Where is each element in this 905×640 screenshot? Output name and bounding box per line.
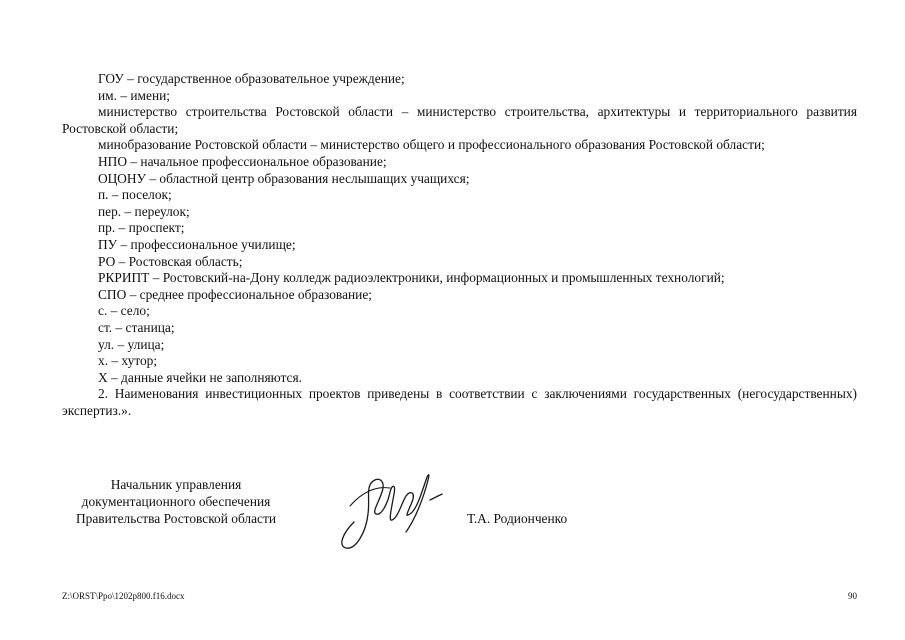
abbreviation-pu: ПУ – профессиональное училище; [98,236,296,252]
handwritten-signature [332,462,452,552]
abbreviation-pr: пр. – проспект; [98,220,185,236]
signatory-title [62,476,290,527]
abbreviation-ro: РО – Ростовская область; [98,253,243,269]
abbreviation-ul: ул. – улица; [98,336,165,352]
abbreviation-x-empty: Х – данные ячейки не заполняются. [98,369,302,385]
signatory-title-line-2: документационного обеспечения [81,494,271,509]
abbreviations-list [62,71,857,419]
abbreviation-st: ст. – станица; [98,319,175,335]
abbreviation-gou: ГОУ – государственное образовательное учреждение; [98,71,405,86]
signatory-title-line-3: Правительства Ростовской области [75,511,277,526]
abbreviation-rkript: РКРИПТ – Ростовский-на-Дону колледж радиоэлектроники, информационных и промышленных технологий; [98,270,725,286]
signatory-title-line-1: Начальник управления [110,477,242,492]
abbreviation-spo: СПО – среднее профессиональное образование; [98,286,373,302]
abbreviation-im: им. – имени; [98,87,171,103]
abbreviation-p: п. – поселок; [98,187,172,203]
abbreviation-s: с. – село; [98,303,150,319]
abbreviation-minobrazovanie: минобразование Ростовской области – министерство общего и профессионального образования Ростовской области; [98,137,765,153]
page-number: 90 [848,591,857,601]
footer-file-path: Z:\ORST\Ppo\1202p800.f16.docx [62,591,185,601]
abbreviation-ministry-construction: министерство строительства Ростовской области – министерство строительства, архитектуры и территориального развития Ростовской области; [62,104,857,136]
abbreviation-h: х. – хутор; [98,353,158,369]
signatory-name: Т.А. Родионченко [467,511,568,526]
abbreviation-per: пер. – переулок; [98,203,190,219]
abbreviation-oconu: ОЦОНУ – областной центр образования неслышащих учащихся; [98,170,470,186]
abbreviation-npo: НПО – начальное профессиональное образование; [98,153,387,169]
note-2: 2. Наименования инвестиционных проектов приведены в соответствии с заключениями государственных (негосударственных) экспертиз.». [62,386,857,418]
